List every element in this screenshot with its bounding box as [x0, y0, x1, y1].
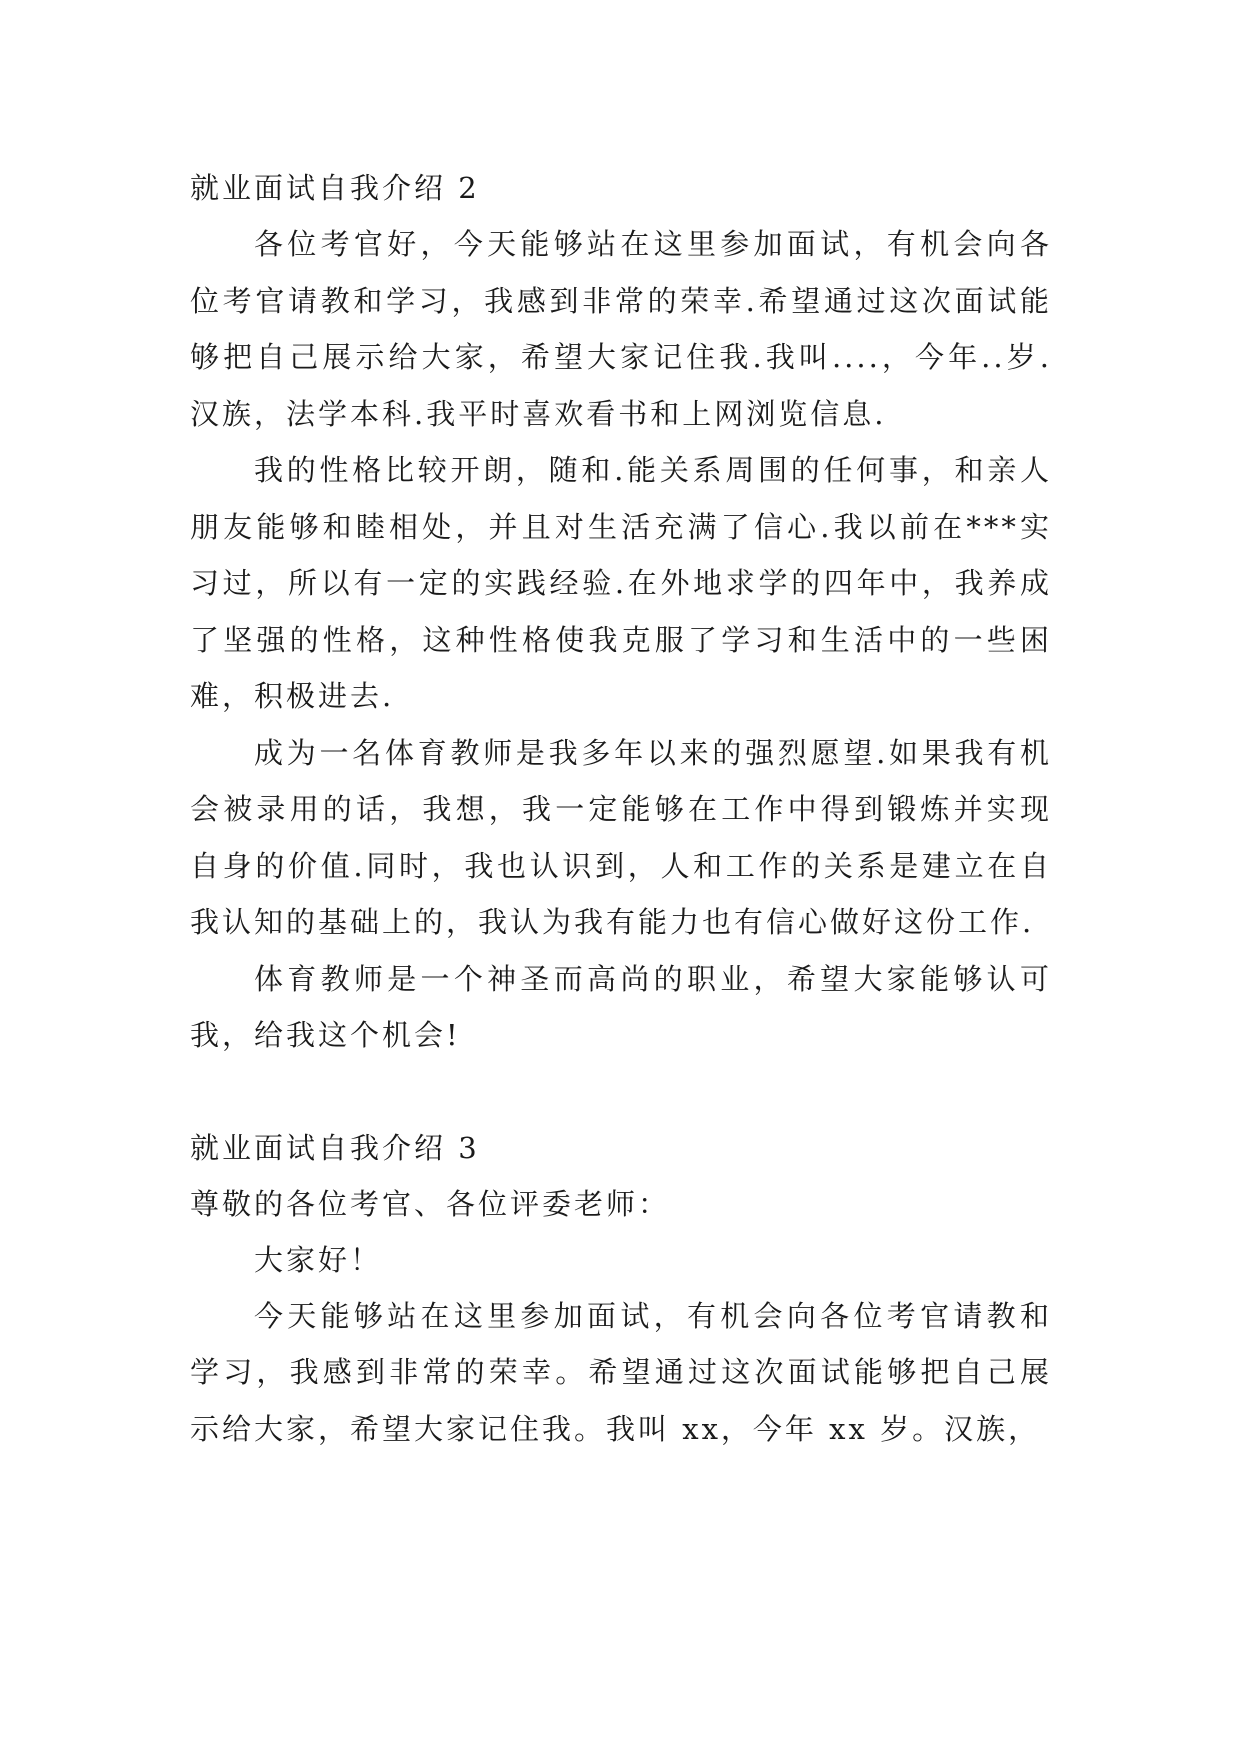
section-3-salutation: 尊敬的各位考官、各位评委老师：: [190, 1186, 671, 1221]
section-2-paragraph-3: 成为一名体育教师是我多年以来的强烈愿望.如果我有机会被录用的话，我想，我一定能够在工作中得到锻炼并实现自身的价值.同时，我也认识到，人和工作的关系是建立在自我认知的基础上的，我认为我有能力也有信心做好这份工作.: [190, 735, 1052, 939]
section-2-title: 就业面试自我介绍 2: [190, 171, 480, 205]
section-3-title: 就业面试自我介绍 3: [190, 1130, 480, 1165]
document-body: [190, 160, 1052, 1457]
section-3-greeting: 大家好！: [254, 1242, 383, 1277]
section-2-paragraph-1: 各位考官好，今天能够站在这里参加面试，有机会向各位考官请教和学习，我感到非常的荣幸.希望通过这次面试能够把自己展示给大家，希望大家记住我.我叫....，今年..岁.汉族，法学本科.我平时喜欢看书和上网浏览信息.: [190, 227, 1052, 431]
section-spacer: [190, 1064, 1052, 1120]
section-2-paragraph-2: 我的性格比较开朗，随和.能关系周围的任何事，和亲人朋友能够和睦相处，并且对生活充满了信心.我以前在***实习过，所以有一定的实践经验.在外地求学的四年中，我养成了坚强的性格，这种性格使我克服了学习和生活中的一些困难，积极进去.: [190, 453, 1052, 713]
section-3-paragraph-1: 今天能够站在这里参加面试，有机会向各位考官请教和学习，我感到非常的荣幸。希望通过这次面试能够把自己展示给大家，希望大家记住我。我叫 xx，今年 xx 岁。汉族，: [190, 1298, 1052, 1446]
section-2-paragraph-4: 体育教师是一个神圣而高尚的职业，希望大家能够认可我，给我这个机会!: [190, 961, 1052, 1052]
